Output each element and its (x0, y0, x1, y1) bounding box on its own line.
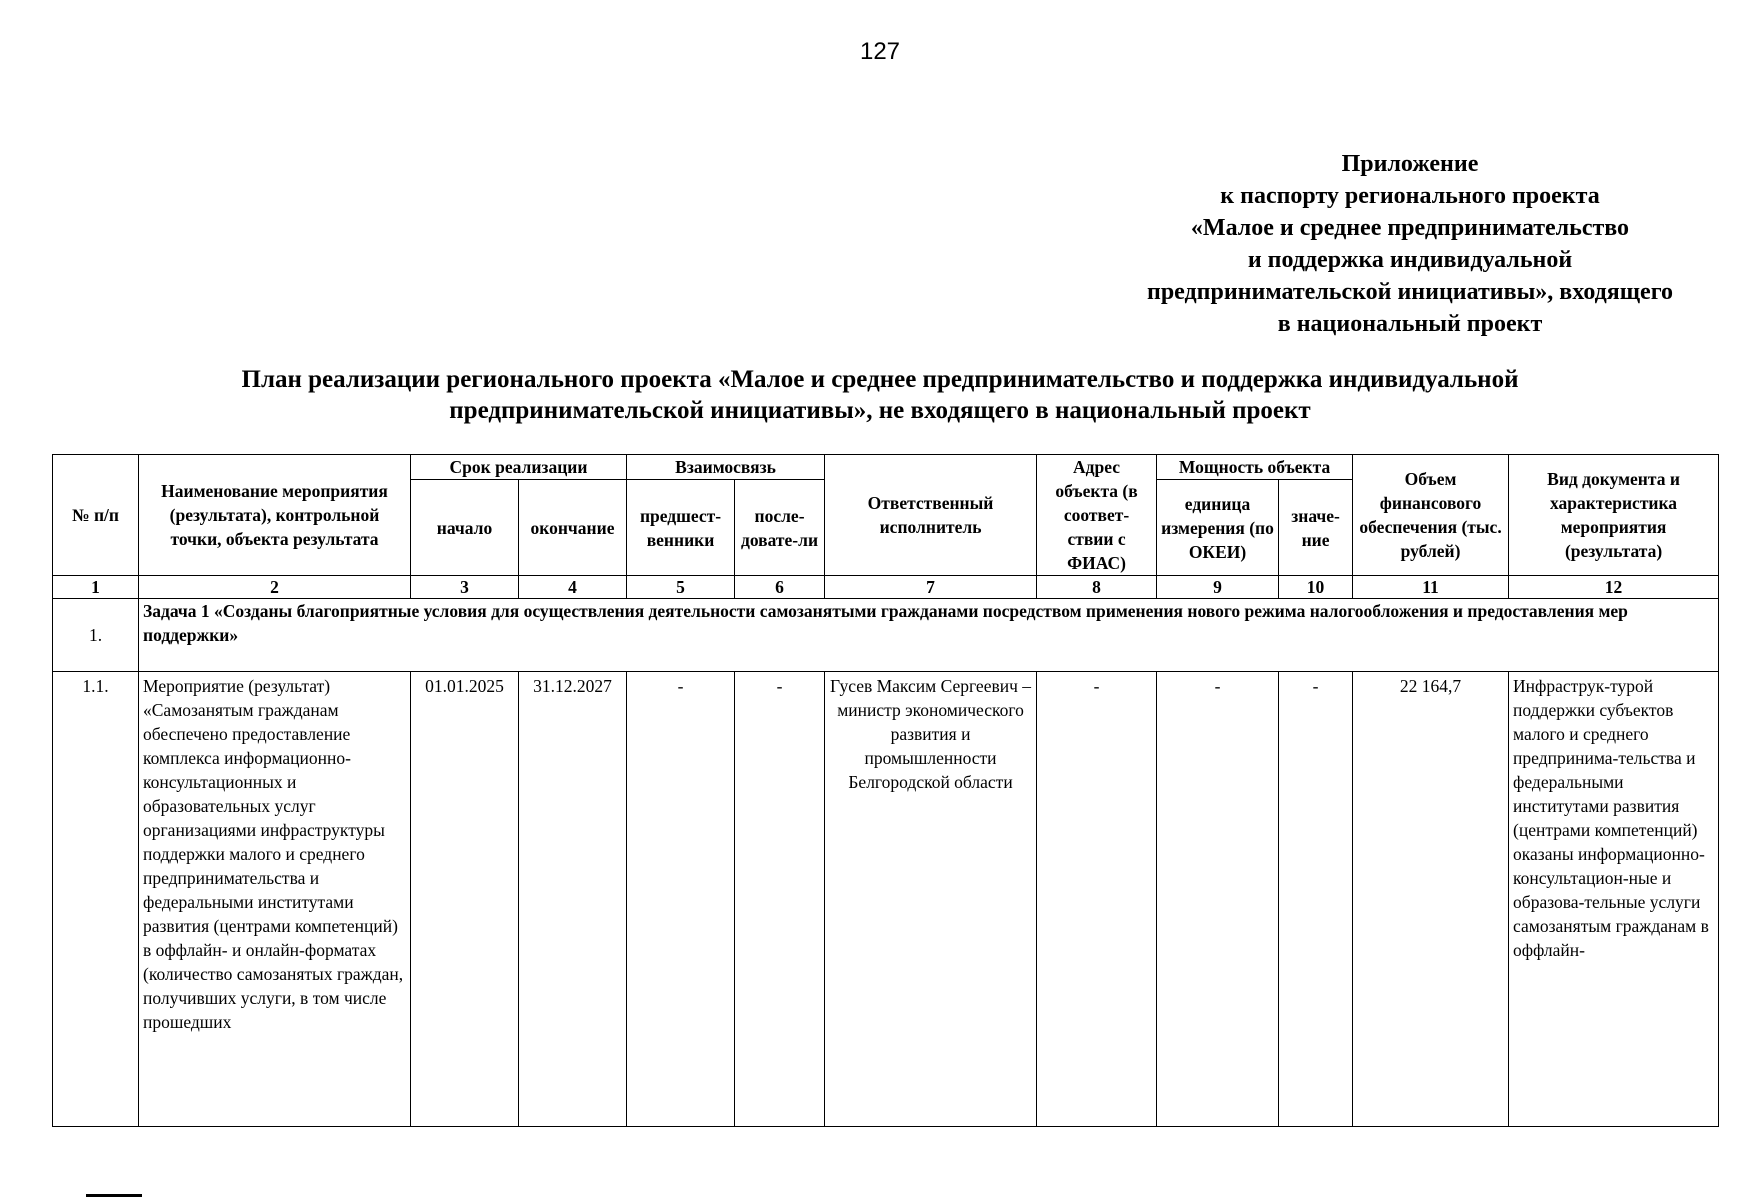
appendix-line: к паспорту регионального проекта (1220, 183, 1600, 209)
column-number: 7 (825, 576, 1037, 599)
appendix-line: «Малое и среднее предпринимательство (1190, 215, 1630, 241)
table-row (53, 672, 1719, 1127)
header-predecessors: предшест-венники (627, 480, 735, 576)
activity-doc-text: Инфраструк-турой поддержки субъектов малого и среднего предпринима-тельства и федеральными институтами развития (центрами компетенций) оказаны информационно-консультацион-ные и образова-тельные услуги самозанятым гражданам в оффлайн- (1513, 676, 1709, 960)
header-successors: после-довате-ли (735, 480, 825, 576)
column-number: 8 (1037, 576, 1157, 599)
appendix-line: и поддержка индивидуальной (1247, 247, 1573, 273)
activity-responsible: Гусев Максим Сергеевич – министр экономического развития и промышленности Белгородской области (825, 672, 1037, 1127)
plan-title-line: План реализации регионального проекта «Малое и среднее предпринимательство и поддержка индивидуальной (241, 366, 1519, 393)
header-financing: Объем финансового обеспечения (тыс. рублей) (1353, 455, 1509, 576)
plan-title-line: предпринимательской инициативы», не входящего в национальный проект (449, 397, 1311, 424)
header-end: окончание (519, 480, 627, 576)
activity-unit: - (1157, 672, 1279, 1127)
header-doc-type: Вид документа и характеристика мероприятия (результата) (1509, 455, 1719, 576)
page-number: 127 (859, 38, 901, 65)
column-number: 5 (627, 576, 735, 599)
header-capacity: Мощность объекта (1157, 455, 1353, 480)
activity-name-text: Мероприятие (результат) «Самозанятым гражданам обеспечено предоставление комплекса информационно-консультационных и образовательных услуг организациями инфраструктуры поддержки малого и среднего предпринимательства и федеральными институтами развития (центрами компетенций) в оффлайн- и онлайн-форматах (количество самозанятых граждан, получивших услуги, в том числе прошедших (143, 676, 404, 1032)
appendix-line: в национальный проект (1277, 311, 1543, 337)
column-number: 4 (519, 576, 627, 599)
column-number: 10 (1279, 576, 1353, 599)
activity-address: - (1037, 672, 1157, 1127)
column-number: 3 (411, 576, 519, 599)
column-number: 12 (1509, 576, 1719, 599)
header-name: Наименование мероприятия (результата), контрольной точки, объекта результата (139, 455, 411, 576)
column-number: 11 (1353, 576, 1509, 599)
activity-end: 31.12.2027 (519, 672, 627, 1127)
header-term: Срок реализации (411, 455, 627, 480)
appendix-caption (1060, 148, 1760, 340)
activity-doc (1509, 672, 1719, 1127)
appendix-line: предпринимательской инициативы», входящего (1147, 279, 1673, 305)
column-numbers-row (53, 576, 1719, 599)
bottom-scan-mark (86, 1194, 142, 1197)
column-number: 9 (1157, 576, 1279, 599)
header-responsible: Ответственный исполнитель (825, 455, 1037, 576)
header-num: № п/п (53, 455, 139, 576)
plan-title (0, 364, 1760, 426)
activity-financing: 22 164,7 (1353, 672, 1509, 1127)
activity-name (139, 672, 411, 1127)
header-start: начало (411, 480, 519, 576)
column-number: 1 (53, 576, 139, 599)
activity-number: 1.1. (53, 672, 139, 1127)
header-unit: единица измерения (по ОКЕИ) (1157, 480, 1279, 576)
column-number: 6 (735, 576, 825, 599)
header-value: значе-ние (1279, 480, 1353, 576)
task-text: Задача 1 «Созданы благоприятные условия для осуществления деятельности самозанятыми гражданами посредством применения нового режима налогообложения и предоставления мер поддержки» (139, 599, 1719, 672)
activity-successors: - (735, 672, 825, 1127)
header-row-top (53, 455, 1719, 480)
plan-table (52, 454, 1719, 1127)
appendix-line: Приложение (1341, 151, 1479, 177)
column-number: 2 (139, 576, 411, 599)
task-row (53, 599, 1719, 672)
activity-value: - (1279, 672, 1353, 1127)
task-number: 1. (53, 599, 139, 672)
activity-predecessors: - (627, 672, 735, 1127)
activity-start: 01.01.2025 (411, 672, 519, 1127)
header-address: Адрес объекта (в соответ-ствии с ФИАС) (1037, 455, 1157, 576)
header-relation: Взаимосвязь (627, 455, 825, 480)
